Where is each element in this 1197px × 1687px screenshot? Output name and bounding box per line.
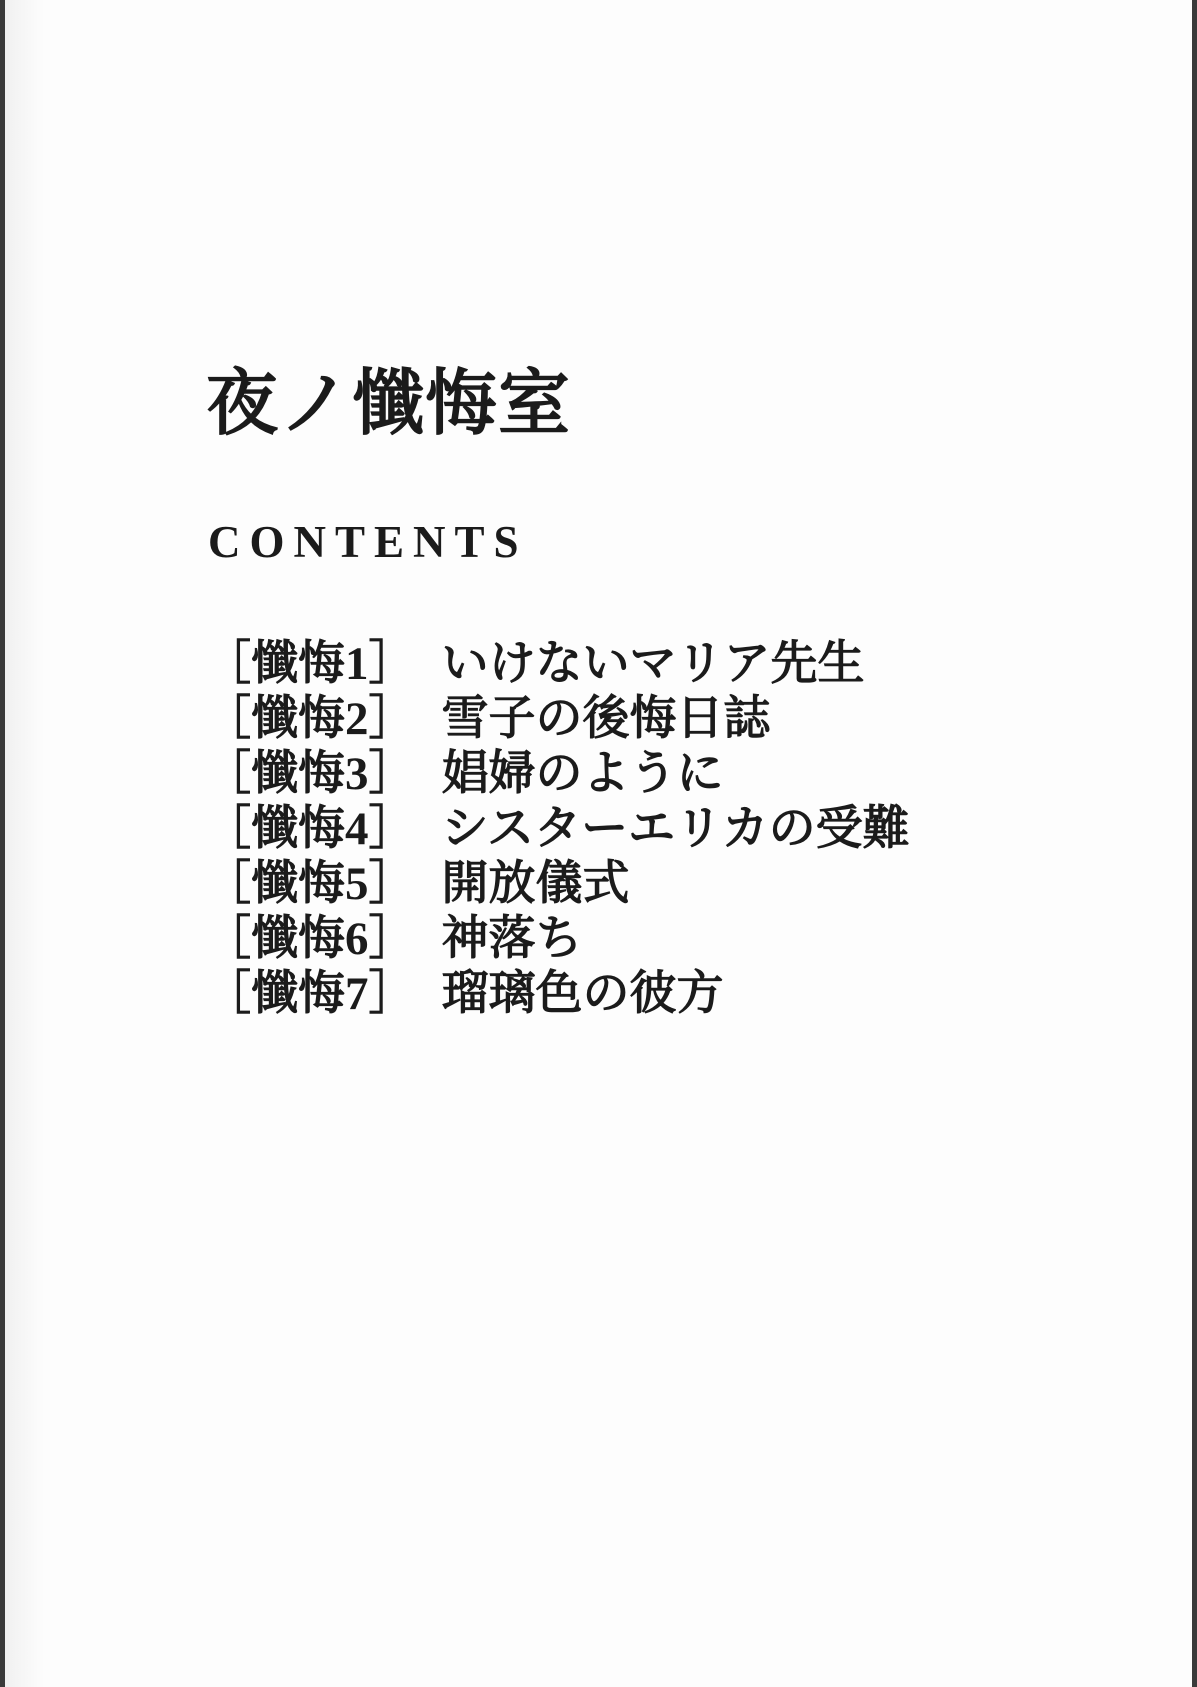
table-of-contents: [204, 637, 910, 1022]
chapter-title: 雪子の後悔日誌: [441, 693, 771, 745]
toc-item: [204, 802, 910, 857]
toc-item: [204, 747, 910, 802]
chapter-label: ［懺悔1］: [204, 638, 416, 690]
chapter-title: シスターエリカの受難: [441, 803, 910, 855]
toc-item: [204, 692, 910, 747]
chapter-label: ［懺悔2］: [204, 693, 416, 745]
chapter-label: ［懺悔3］: [204, 748, 416, 800]
book-title: 夜ノ懺悔室: [206, 364, 572, 444]
right-scan-edge: [1192, 0, 1197, 1687]
chapter-label: ［懺悔6］: [204, 913, 416, 965]
toc-item: [204, 857, 910, 912]
contents-heading: CONTENTS: [208, 517, 528, 567]
chapter-label: ［懺悔4］: [204, 803, 416, 855]
chapter-title: 神落ち: [441, 913, 583, 965]
chapter-label: ［懺悔5］: [204, 858, 416, 910]
chapter-title: いけないマリア先生: [441, 638, 865, 690]
chapter-label: ［懺悔7］: [204, 968, 416, 1020]
left-scan-edge: [0, 0, 5, 1687]
chapter-title: 開放儀式: [441, 858, 630, 910]
toc-item: [204, 912, 910, 967]
chapter-title: 娼婦のように: [441, 748, 724, 800]
toc-item: [204, 967, 910, 1022]
chapter-title: 瑠璃色の彼方: [441, 968, 724, 1020]
toc-item: [204, 637, 910, 692]
